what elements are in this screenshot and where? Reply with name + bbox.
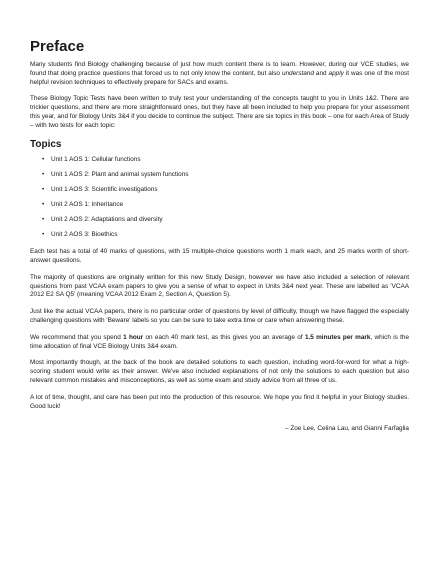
bullet-icon: •	[42, 200, 45, 208]
topic-item	[42, 231, 409, 240]
timing-paragraph	[30, 334, 409, 352]
timing-text-1: We recommend that you spend	[30, 333, 124, 341]
topic-label: Unit 1 AOS 2: Plant and animal system functions	[51, 170, 189, 178]
timing-text-2: on each 40 mark test, as this gives you an average of	[143, 333, 305, 341]
topics-list	[30, 156, 409, 240]
topic-item	[42, 156, 409, 165]
intro-text-2: and	[313, 69, 329, 77]
topic-item	[42, 216, 409, 225]
topic-label: Unit 2 AOS 2: Adaptations and diversity	[51, 215, 163, 223]
bullet-icon: •	[42, 215, 45, 223]
topic-item	[42, 186, 409, 195]
bullet-icon: •	[42, 185, 45, 193]
bullet-icon: •	[42, 155, 45, 163]
page-title: Preface	[30, 38, 85, 55]
closing-paragraph: A lot of time, thought, and care has been put into the production of this resource. We hope you find it helpful in your Biology studies. Good luck!	[30, 393, 409, 410]
topic-label: Unit 2 AOS 1: Inheritance	[51, 200, 124, 208]
intro-emphasis-apply: apply	[328, 69, 344, 77]
bullet-icon: •	[42, 170, 45, 178]
difficulty-paragraph: Just like the actual VCAA papers, there is no particular order of questions by level of difficulty, though we have flagged the especially challenging questions with 'Beware' labels so you can be sure to take extra time or care when answering these.	[30, 308, 409, 325]
intro-emphasis-understand: understand	[281, 69, 314, 77]
timing-bold-rate: 1.5 minutes per mark	[304, 333, 371, 341]
topic-label: Unit 1 AOS 1: Cellular functions	[51, 155, 141, 163]
tests-paragraph: These Biology Topic Tests have been written to truly test your understanding of the concepts taught to you in Units 1&2. There are trickier questions, and there are more straightforward ones, but they have all been included to help you prepare for your assessment this year, and for Biology Units 3&4 if you decide to continue the subject. There are six topics in this book – one for each Area of Study – with two tests for each topic:	[30, 95, 409, 129]
bullet-icon: •	[42, 230, 45, 238]
timing-text-3: , which is the time allocation of final VCE Biology Units 3&4 exam.	[30, 333, 409, 350]
topic-item	[42, 201, 409, 210]
topic-label: Unit 1 AOS 3: Scientific investigations	[51, 185, 158, 193]
author-signature: – Zoe Lee, Celina Lau, and Gianni Farfaglia	[285, 425, 409, 433]
intro-text-1: Many students find Biology challenging because of just how much content there is to learn. However, during our VCE studies, we found that doing practice questions that forced us to not only know the content, but also	[30, 61, 409, 77]
intro-text-3: it was one of the most helpful revision techniques to effectively prepare for SACs and exams.	[30, 69, 409, 86]
vcaa-questions-paragraph: The majority of questions are originally written for this new Study Design, however we have also included a selection of relevant questions from past VCAA exam papers to give you a sense of what to expect in Units 3&4 next year. These are labelled as 'VCAA 2012 E2 SA Q5' (meaning VCAA 2012 Exam 2, Section A, Question 5).	[30, 273, 409, 299]
intro-paragraph	[30, 61, 409, 87]
topics-heading: Topics	[30, 138, 62, 150]
topic-item	[42, 171, 409, 180]
topic-label: Unit 2 AOS 3: Bioethics	[51, 230, 118, 238]
solutions-paragraph: Most importantly though, at the back of the book are detailed solutions to each question, including word-for-word for what a high-scoring student would write as their answer. We've also included explanations of not only the solutions to each question but also relevant common mistakes and misconceptions, as well as some exam and study advice from all three of us.	[30, 359, 409, 385]
timing-bold-hour: 1 hour	[123, 333, 144, 341]
marks-paragraph: Each test has a total of 40 marks of questions, with 15 multiple-choice questions worth 1 mark each, and 25 marks worth of short-answer questions.	[30, 248, 409, 265]
